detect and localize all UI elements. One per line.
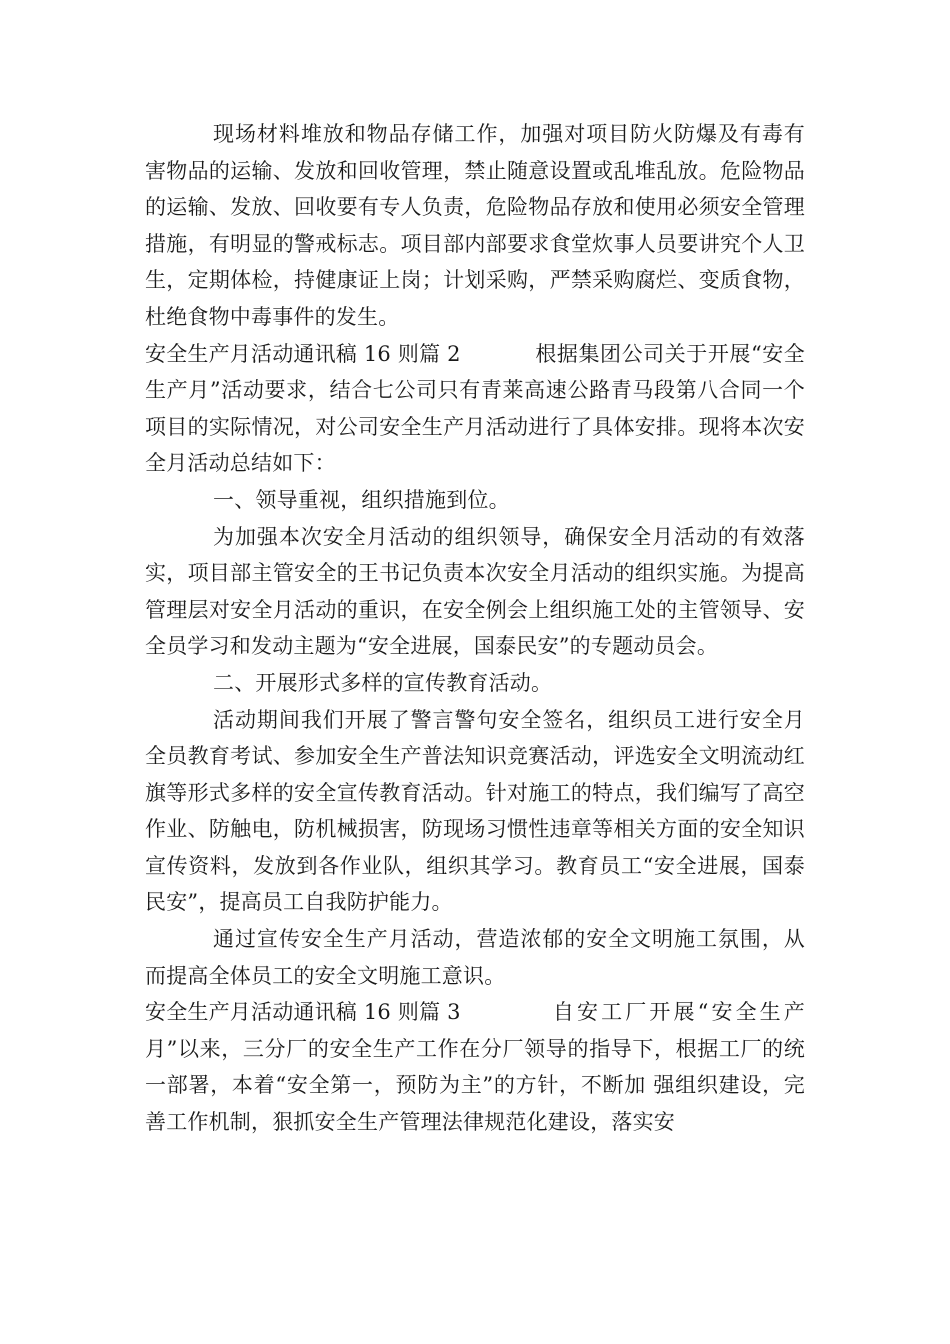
paragraph-intro-3: 自安工厂开展“安全生产月”以来，三分厂的安全生产工作在分厂领导的指导下，根据工厂的统一部署，本着“安全第一，预防为主”的方针，不断加 强组织建设，完善工作机制，狠抓安全生产管理法律规范化建设，落实安 [145, 1000, 805, 1135]
section-article-3 [145, 994, 805, 1140]
document-body [145, 116, 805, 1141]
section-article-2 [145, 336, 805, 482]
paragraph-intro-2: 根据集团公司关于开展“安全生产月”活动要求，结合七公司只有青莱高速公路青马段第八合同一个项目的实际情况，对公司安全生产月活动进行了具体安排。现将本次安全月活动总结如下： [145, 341, 805, 476]
article-title-3: 安全生产月活动通讯稿 16 则篇 3 [145, 1000, 461, 1025]
subheading-leadership: 一、领导重视，组织措施到位。 [213, 487, 510, 512]
paragraph-education: 活动期间我们开展了警言警句安全签名，组织员工进行安全月全员教育考试、参加安全生产普法知识竞赛活动，评选安全文明流动红旗等形式多样的安全宣传教育活动。针对施工的特点，我们编写了高空作业、防触电，防机械损害，防现场习惯性违章等相关方面的安全知识宣传资料，发放到各作业队，组织其学习。教育员工“安全进展，国泰民安”，提高员工自我防护能力。 [145, 707, 805, 915]
paragraph-leadership: 为加强本次安全月活动的组织领导，确保安全月活动的有效落实，项目部主管安全的王书记负责本次安全月活动的组织实施。为提高管理层对安全月活动的重识，在安全例会上组织施工处的主管领导、安全员学习和发动主题为“安全进展，国泰民安”的专题动员会。 [145, 524, 805, 659]
article-title-2: 安全生产月活动通讯稿 16 则篇 2 [145, 341, 461, 366]
paragraph-material-storage: 现场材料堆放和物品存储工作，加强对项目防火防爆及有毒有害物品的运输、发放和回收管理，禁止随意设置或乱堆乱放。危险物品的运输、发放、回收要有专人负责，危险物品存放和使用必须安全管理措施，有明显的警戒标志。项目部内部要求食堂炊事人员要讲究个人卫生，定期体检，持健康证上岗；计划采购，严禁采购腐烂、变质食物，杜绝食物中毒事件的发生。 [145, 122, 805, 329]
paragraph-atmosphere: 通过宣传安全生产月活动，营造浓郁的安全文明施工氛围，从而提高全体员工的安全文明施工意识。 [145, 927, 805, 988]
subheading-education: 二、开展形式多样的宣传教育活动。 [213, 670, 553, 695]
